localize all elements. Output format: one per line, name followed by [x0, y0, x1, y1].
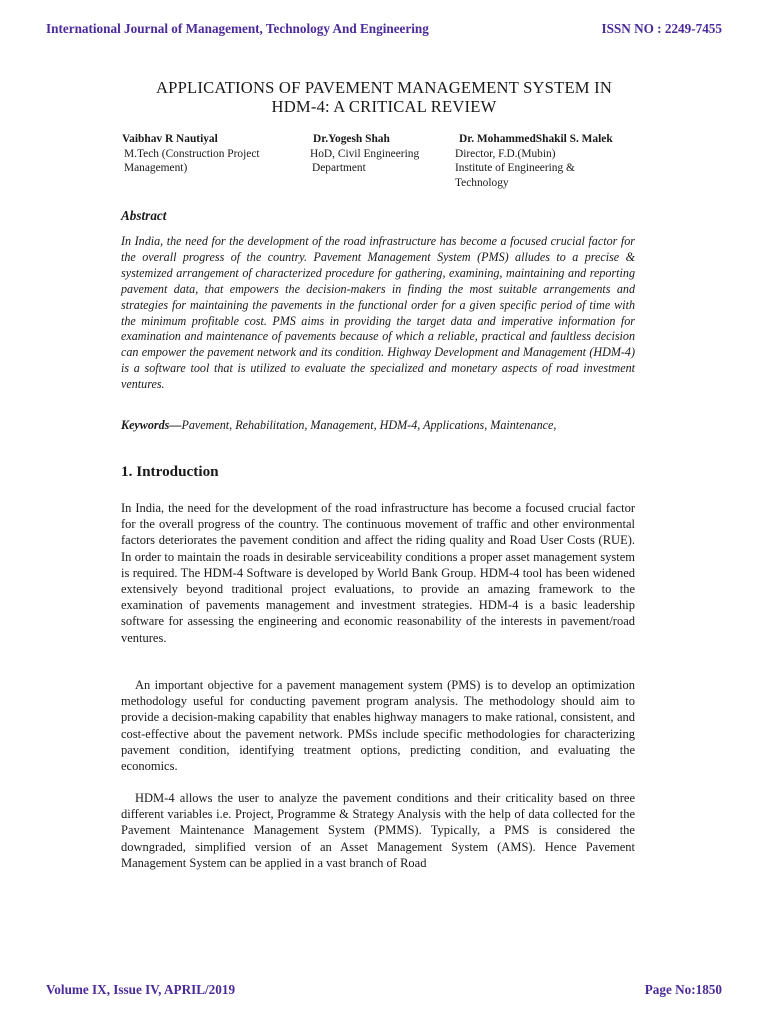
- page-header: [46, 21, 722, 41]
- author-block-2: [310, 132, 460, 176]
- title-line-2: HDM-4: A CRITICAL REVIEW: [271, 97, 497, 116]
- author-block-3: [455, 132, 655, 190]
- affiliation-line: Department: [312, 162, 366, 174]
- page-footer: [46, 982, 722, 1002]
- journal-name: International Journal of Management, Technology And Engineering: [46, 21, 429, 36]
- keywords-text: Pavement, Rehabilitation, Management, HDM-4, Applications, Maintenance,: [181, 418, 557, 432]
- affiliation-line: Technology: [455, 176, 509, 189]
- intro-paragraph-1: In India, the need for the development of the road infrastructure has become a focused crucial factor for the overall progress of the country. The continuous movement of traffic and other environmental factors deteriorates the pavement condition and affect the riding quality and Road User Costs (RUE). In order to maintain the roads in desirable serviceability conditions a proper asset management system is required. The HDM-4 Software is developed by World Bank Group. HDM-4 tool has been widened extensively beyond traditional project evaluations, to provide an amazing framework to the examination of pavements management and investment strategies. HDM-4 is a basic leadership software for assessing the engineering and economic reasonability of the interests in pavement/road ventures.: [121, 501, 635, 645]
- affiliation-line: Institute of Engineering &: [455, 162, 575, 174]
- abstract-heading: Abstract: [121, 208, 167, 223]
- affiliation-line: Management): [124, 162, 188, 174]
- volume-issue: Volume IX, Issue IV, APRIL/2019: [46, 982, 236, 997]
- section-heading-introduction: 1. Introduction: [121, 463, 219, 480]
- keywords-label: Keywords—: [121, 418, 182, 432]
- author-affiliation: [310, 147, 460, 176]
- affiliation-line: HoD, Civil Engineering: [310, 147, 420, 160]
- author-name: Dr. MohammedShakil S. Malek: [459, 133, 613, 145]
- author-block-1: [122, 132, 307, 176]
- author-name: Dr.Yogesh Shah: [313, 133, 390, 145]
- author-affiliation: [455, 147, 655, 191]
- paper-title: [110, 78, 658, 116]
- abstract-text: In India, the need for the development of the road infrastructure has become a focused crucial factor for the overall progress of the country. Pavement Management System (PMS) alludes to a precise & systemized arrangement of characterized procedure for gathering, examining, maintaining and reporting pavement data, that empowers the decision-makers in finding the most suitable arrangements and strategies for maintaining the pavements in the functional order for a given specific period of time with the minimum profitable cost. PMS aims in providing the target data and imperative information for examination and maintenance of pavements because of which a reliable, practical and faultless decision can empower the pavement network and its condition. Highway Development and Management (HDM-4) is a software tool that is utilized to evaluate the specialized and monetary aspects of road investment ventures.: [121, 234, 635, 392]
- keywords-line: [121, 418, 661, 433]
- issn-number: ISSN NO : 2249-7455: [601, 21, 722, 36]
- page-number: Page No:1850: [644, 982, 722, 997]
- intro-paragraph-2: An important objective for a pavement management system (PMS) is to develop an optimization methodology useful for conducting pavement program analysis. The methodology should aim to provide a decision-making capability that enables highway managers to make rational, consistent, and cost-effective about the pavement network. PMSs include specific methodologies for characterizing pavement condition, identifying treatment options, predicting condition, and evaluating the economics.: [121, 678, 635, 774]
- author-name: Vaibhav R Nautiyal: [122, 133, 218, 145]
- author-affiliation: [122, 147, 307, 176]
- affiliation-line: M.Tech (Construction Project: [124, 147, 260, 160]
- title-line-1: APPLICATIONS OF PAVEMENT MANAGEMENT SYSTEM IN: [155, 78, 613, 97]
- intro-paragraph-3: HDM-4 allows the user to analyze the pavement conditions and their criticality based on three different variables i.e. Project, Programme & Strategy Analysis with the help of data collected for the Pavement Maintenance Management System (PMMS). Typically, a PMS is considered the downgraded, simplified version of an Asset Management System (AMS). Hence Pavement Management System can be applied in a vast branch of Road: [121, 791, 635, 870]
- affiliation-line: Director, F.D.(Mubin): [455, 147, 556, 160]
